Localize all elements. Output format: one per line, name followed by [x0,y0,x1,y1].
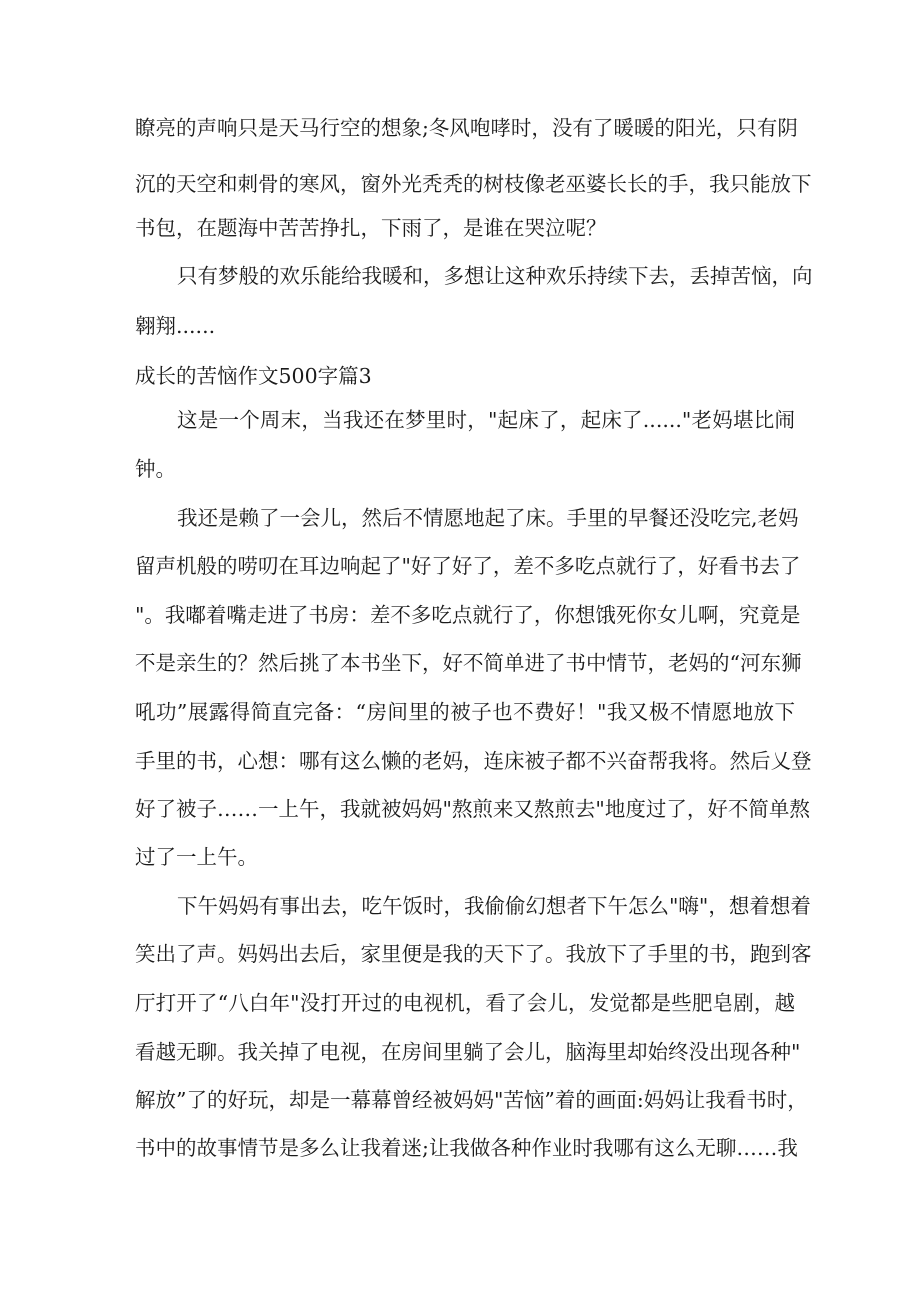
text-line-9: 我还是赖了一会儿，然后不情愿地起了床。手里的早餐还没吃完,老妈 [177,506,799,530]
text-line-18: 笑出了声。妈妈出去后，家里便是我的天下了。我放下了手里的书，跑到客 [135,942,812,966]
text-line-8: 钟。 [135,457,176,481]
text-line-14: 手里的书，心想：哪有这么懒的老妈，连床被子都不兴奋帮我将。然后乂登 [135,749,812,773]
text-line-3: 书包，在题海中苦苦挣扎，下雨了，是谁在哭泣呢？ [135,216,607,240]
text-line-15: 好了被子……一上午，我就被妈妈"熬煎来又熬煎去"地度过了，好不简单熬 [135,797,810,821]
text-line-19: 厅打开了“八白年"没打开过的电视机，看了会儿，发觉都是些肥皂剧，越 [135,991,795,1015]
text-line-22: 书中的故事情节是多么让我着迷;让我做各种作业时我哪有这么无聊……我 [135,1136,798,1160]
text-line-11: "。我嘟着嘴走进了书房：差不多吃点就行了，你想饿死你女儿啊，究竟是 [135,603,801,627]
text-line-17: 下午妈妈有事出去，吃午饭时，我偷偷幻想者下午怎么"嗨"，想着想着 [177,894,811,918]
text-line-10: 留声机般的唠叨在耳边响起了"好了好了，差不多吃点就行了，好看书去了 [135,554,801,578]
text-line-13: 吼功”展露得简直完备：“房间里的被子也不费好！"我又极不情愿地放下 [135,700,795,724]
text-line-4: 只有梦般的欢乐能给我暖和，多想让这种欢乐持续下去，丢掉苦恼，向 [177,264,813,288]
text-line-16: 过了一上午。 [135,845,258,869]
text-line-7: 这是一个周末，当我还在梦里时，"起床了，起床了......"老妈堪比闹 [177,408,795,432]
section-heading: 成长的苦恼作文500字篇3 [135,364,372,388]
text-line-2: 沉的天空和刺骨的寒风，窗外光秃秃的树枝像老巫婆长长的手，我只能放下 [135,172,812,196]
text-line-1: 瞭亮的声响只是天马行空的想象;冬风咆哮时，没有了暖暖的阳光，只有阴 [135,116,798,140]
text-line-20: 看越无聊。我关掉了电视，在房间里躺了会儿，脑海里却始终没出现各种" [135,1040,801,1064]
text-line-12: 不是亲生的？然后挑了本书坐下，好不简单进了书中情节，老妈的“河东狮 [135,651,802,675]
text-line-21: 解放”了的好玩，却是一幕幕曾经被妈妈"苦恼”着的画面:妈妈让我看书时， [135,1088,808,1112]
text-line-5: 翱翔...... [135,314,216,338]
